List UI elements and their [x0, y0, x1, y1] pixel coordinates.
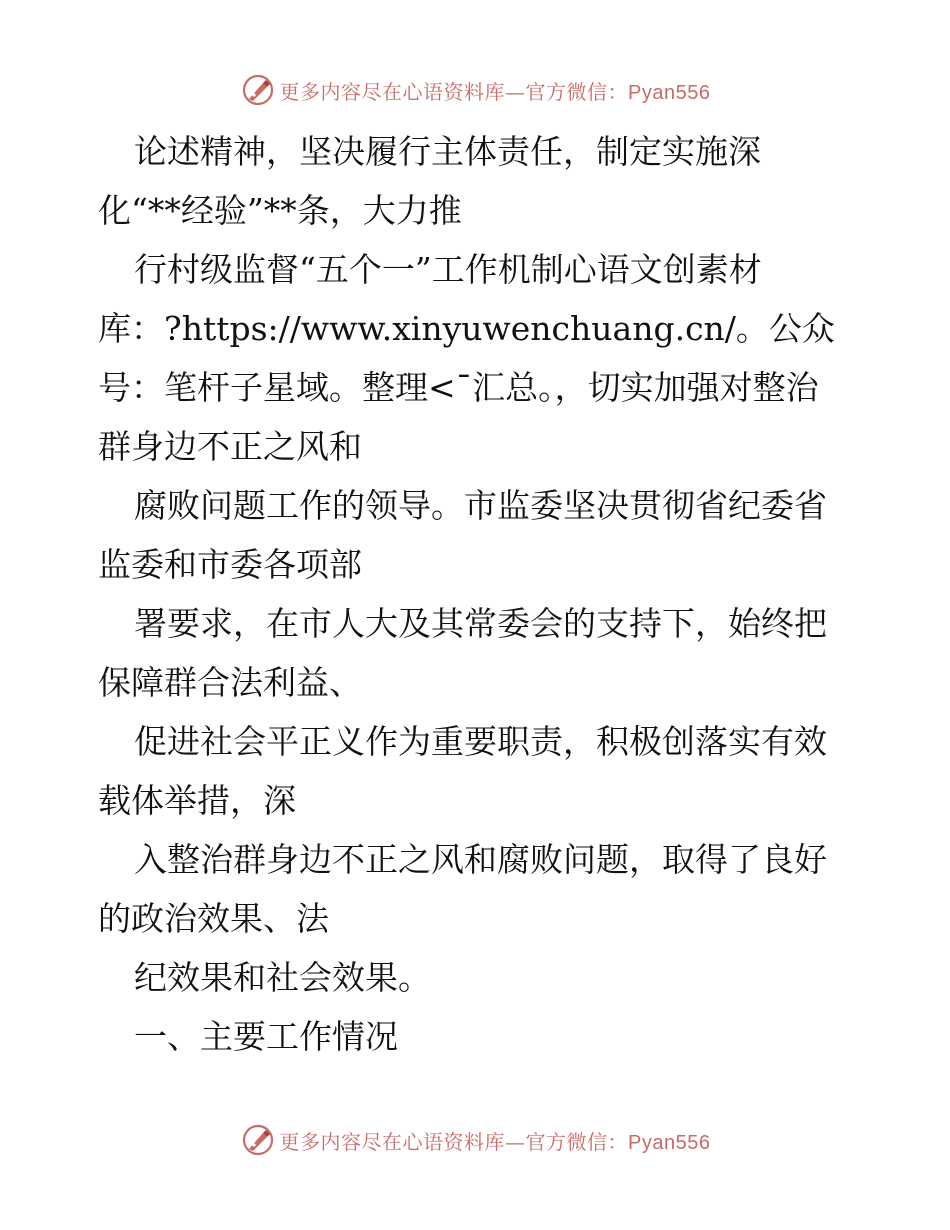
paragraph-line: 入整治群身边不正之风和腐败问题，取得了良好 [134, 840, 827, 879]
header-watermark [0, 70, 950, 110]
paragraph-line: 库：?https://www.xinyuwenchuang.cn/。公众 [98, 309, 835, 348]
watermark-text: 更多内容尽在心语资料库—官方微信：Pyan556 [279, 79, 711, 104]
paragraph-line: 监委和市委各项部 [98, 545, 362, 584]
section-heading: 一、主要工作情况 [134, 1017, 398, 1056]
watermark-text: 更多内容尽在心语资料库—官方微信：Pyan556 [279, 1129, 711, 1154]
pen-nib-logo-icon [240, 72, 276, 108]
paragraph-line: 论述精神，坚决履行主体责任，制定实施深 [134, 132, 761, 171]
paragraph-line: 载体举措，深 [98, 781, 296, 820]
paragraph-line: 群身边不正之风和 [98, 427, 362, 466]
document-body [98, 122, 858, 1066]
paragraph-line: 署要求，在市人大及其常委会的支持下，始终把 [134, 604, 827, 643]
paragraph-line: 的政治效果、法 [98, 899, 329, 938]
paragraph-line: 纪效果和社会效果。 [134, 958, 431, 997]
pen-nib-logo-icon [240, 1122, 276, 1158]
paragraph-line: 号：笔杆子星域。整理<¯汇总。，切实加强对整治 [98, 368, 819, 407]
paragraph-line: 腐败问题工作的领导。市监委坚决贯彻省纪委省 [134, 486, 827, 525]
paragraph-line: 化“**经验”**条，大力推 [98, 191, 462, 230]
paragraph-line: 行村级监督“五个一”工作机制心语文创素材 [134, 250, 762, 289]
footer-watermark [0, 1120, 950, 1160]
paragraph-line: 保障群合法利益、 [98, 663, 362, 702]
paragraph-line: 促进社会平正义作为重要职责，积极创落实有效 [134, 722, 827, 761]
